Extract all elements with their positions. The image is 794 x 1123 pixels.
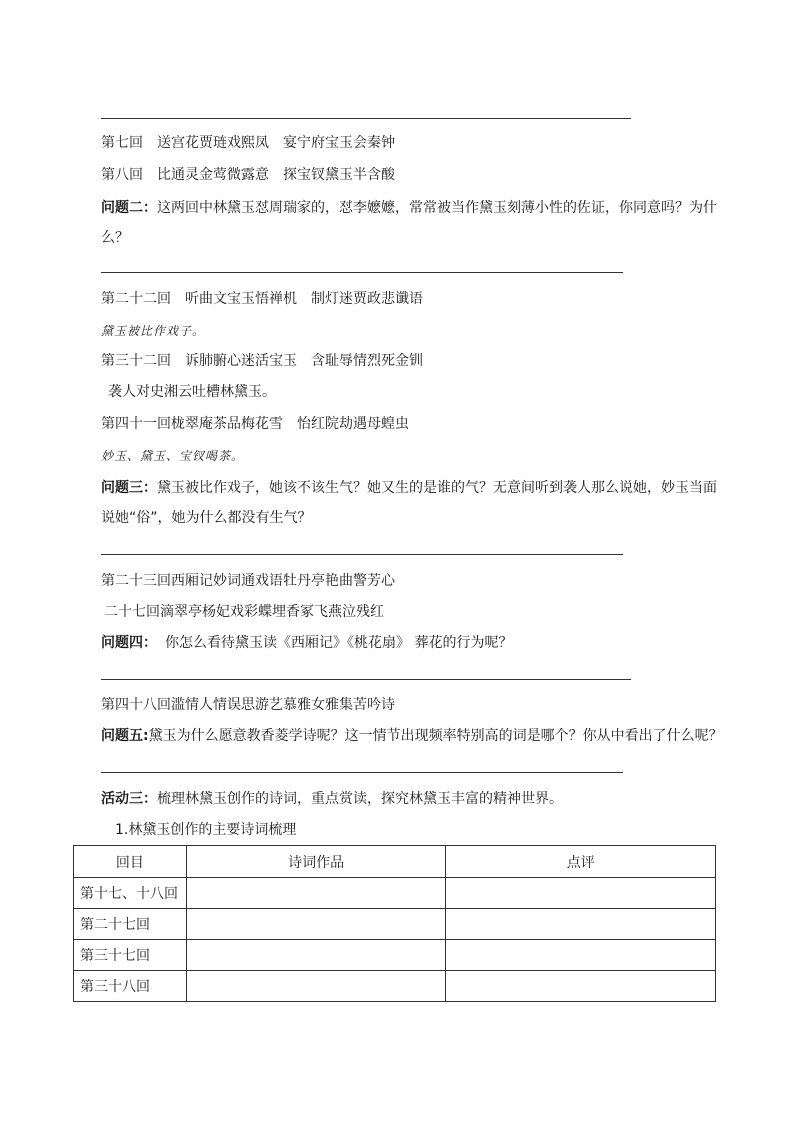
chapter-7-title: 第七回 送宫花贾琏戏熙凤 宴宁府宝玉会秦钟 — [101, 135, 395, 151]
chapter-23-title: 第二十三回西厢记妙词通戏语牡丹亭艳曲警芳心 — [101, 573, 395, 589]
question-3 — [101, 473, 721, 533]
chapter-41-title: 第四十一回栊翠庵茶品梅花雪 怡红院劫遇母蝗虫 — [101, 416, 409, 432]
question-5 — [101, 726, 723, 746]
question-4 — [101, 633, 512, 653]
table-row — [74, 940, 716, 971]
divider-line — [101, 772, 623, 773]
chapter-48-title: 第四十八回滥情人情误思游艺慕雅女雅集苦吟诗 — [101, 697, 395, 713]
header-poems: 诗词作品 — [186, 846, 446, 878]
cell-chapter: 第二十七回 — [74, 909, 187, 940]
cell-poems[interactable] — [186, 878, 446, 909]
chapter-32-note: 袭人对史湘云吐槽林黛玉。 — [108, 384, 276, 400]
question-5-label: 问题五: — [101, 728, 149, 744]
table-row — [74, 878, 716, 909]
question-4-label: 问题四： — [101, 635, 157, 651]
question-3-label: 问题三： — [101, 480, 157, 496]
activity-3-text: 梳理林黛玉创作的诗词，重点赏读，探究林黛玉丰富的精神世界。 — [157, 791, 563, 807]
question-4-text: 你怎么看待黛玉读《西厢记》《桃花扇》 葬花的行为呢？ — [165, 635, 513, 651]
table-row — [74, 909, 716, 940]
divider-line — [101, 554, 623, 555]
divider-line — [101, 679, 631, 680]
header-comment: 点评 — [446, 846, 716, 878]
divider-line — [101, 272, 623, 273]
question-2-label: 问题二： — [101, 200, 157, 216]
chapter-27-title: 二十七回滴翠亭杨妃戏彩蝶埋香冢飞燕泣残红 — [104, 604, 384, 620]
cell-chapter: 第三十七回 — [74, 940, 187, 971]
table-row — [74, 971, 716, 1002]
chapter-22-title: 第二十二回 听曲文宝玉悟禅机 制灯迷贾政悲谶语 — [101, 291, 423, 307]
cell-chapter: 第十七、十八回 — [74, 878, 187, 909]
header-chapter: 回目 — [74, 846, 187, 878]
table-caption: 1.林黛玉创作的主要诗词梳理 — [115, 822, 297, 838]
table-header-row — [74, 846, 716, 878]
question-3-text: 黛玉被比作戏子，她该不该生气？她又生的是谁的气？无意间听到袭人那么说她，妙玉当面说她“俗”，她为什么都没有生气？ — [101, 480, 717, 526]
chapter-8-title: 第八回 比通灵金莺微露意 探宝钗黛玉半含酸 — [101, 167, 395, 183]
question-2 — [101, 193, 721, 253]
chapter-41-note: 妙玉、黛玉、宝钗喝茶。 — [101, 449, 245, 463]
cell-comment[interactable] — [446, 940, 716, 971]
cell-poems[interactable] — [186, 940, 446, 971]
cell-comment[interactable] — [446, 878, 716, 909]
cell-comment[interactable] — [446, 971, 716, 1002]
question-5-text: 黛玉为什么愿意教香菱学诗呢？这一情节出现频率特别高的词是哪个？你从中看出了什么呢？ — [148, 728, 723, 744]
chapter-22-note: 黛玉被比作戏子。 — [101, 324, 206, 338]
cell-poems[interactable] — [186, 909, 446, 940]
activity-3 — [101, 789, 563, 809]
cell-poems[interactable] — [186, 971, 446, 1002]
chapter-32-title: 第三十二回 诉肺腑心迷活宝玉 含耻辱情烈死金钏 — [101, 353, 423, 369]
poem-table — [73, 845, 716, 1002]
cell-chapter: 第三十八回 — [74, 971, 187, 1002]
divider-line — [101, 118, 631, 119]
cell-comment[interactable] — [446, 909, 716, 940]
activity-3-label: 活动三： — [101, 791, 157, 807]
question-2-text: 这两回中林黛玉怼周瑞家的，怼李嬷嬷，常常被当作黛玉刻薄小性的佐证，你同意吗？为什么？ — [101, 200, 717, 246]
